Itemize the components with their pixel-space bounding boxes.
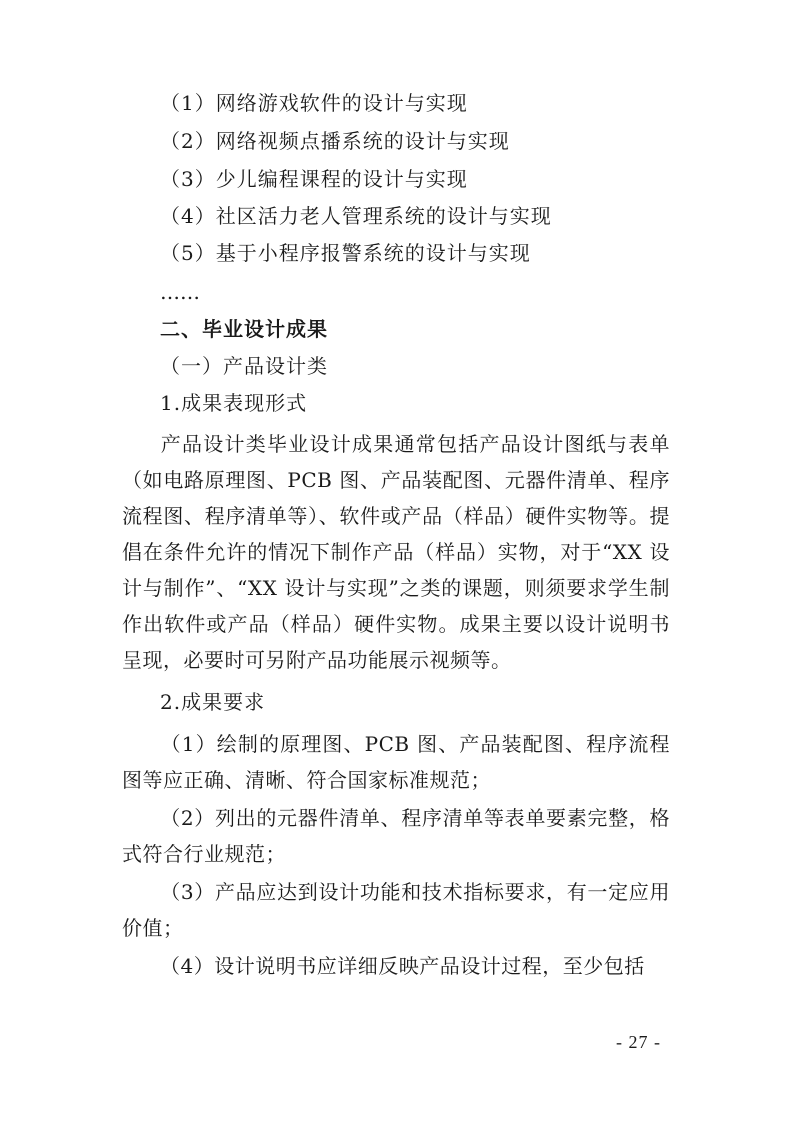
- requirement-item: [122, 726, 670, 798]
- topic-list-item: （2）网络视频点播系统的设计与实现: [160, 129, 510, 153]
- requirement-text: （3）产品应达到设计功能和技术指标要求，有一定应用价值；: [122, 880, 670, 940]
- item1-heading: 1.成果表现形式: [160, 391, 308, 415]
- ellipsis-text: ……: [160, 280, 200, 304]
- page-number: - 27 -: [616, 1032, 661, 1052]
- requirement-text: （4）设计说明书应详细反映产品设计过程，至少包括: [160, 954, 645, 978]
- section-heading: 二、毕业设计成果: [160, 317, 328, 341]
- requirement-item: [122, 874, 670, 946]
- item1-paragraph: [122, 426, 670, 678]
- subsection-heading: （一）产品设计类: [160, 354, 328, 378]
- topic-list-item: （1）网络游戏软件的设计与实现: [160, 91, 468, 115]
- requirement-text: （1）绘制的原理图、PCB 图、产品装配图、程序流程图等应正确、清晰、符合国家标准规范；: [122, 732, 670, 792]
- topic-list-item: （3）少儿编程课程的设计与实现: [160, 167, 468, 191]
- topic-list-item: （4）社区活力老人管理系统的设计与实现: [160, 204, 552, 228]
- topic-list-item: （5）基于小程序报警系统的设计与实现: [160, 241, 531, 265]
- item2-heading: 2.成果要求: [160, 690, 266, 714]
- requirement-text: （2）列出的元器件清单、程序清单等表单要素完整，格式符合行业规范；: [122, 806, 670, 866]
- item1-paragraph-text: 产品设计类毕业设计成果通常包括产品设计图纸与表单（如电路原理图、PCB 图、产品装配图、元器件清单、程序流程图、程序清单等）、软件或产品（样品）硬件实物等。提倡在条件允许的情况下制作产品（样品）实物，对于“XX 设计与制作”、“XX 设计与实现”之类的课题，则须要求学生制作出软件或产品（样品）硬件实物。成果主要以设计说明书呈现，必要时可另附产品功能展示视频等。: [122, 432, 670, 672]
- requirement-item: [122, 800, 670, 872]
- requirement-item: [122, 948, 670, 984]
